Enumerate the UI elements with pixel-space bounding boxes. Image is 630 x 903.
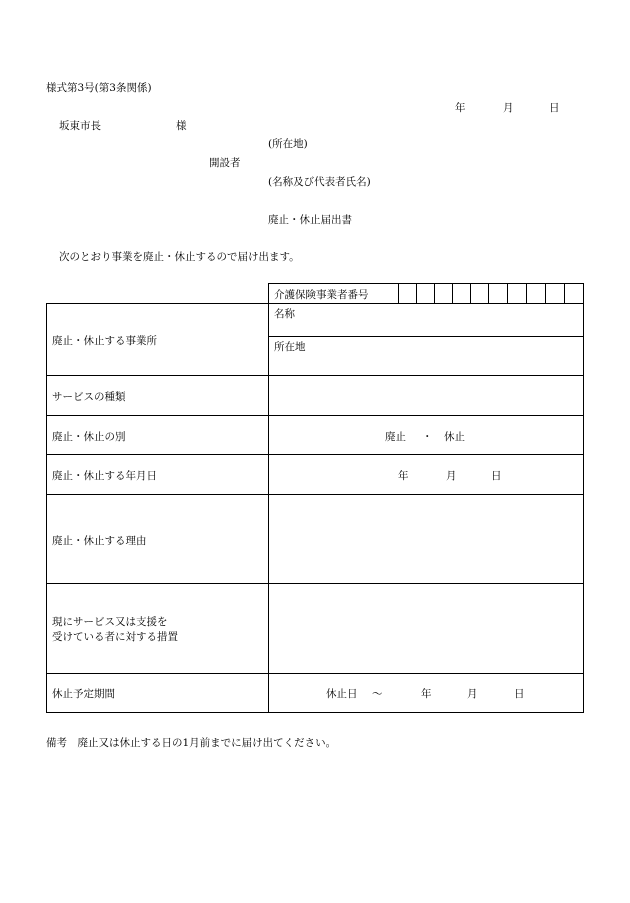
service-type-label: サービスの種類 xyxy=(52,391,126,403)
table-line xyxy=(583,283,584,713)
applicant-label: 開設者 xyxy=(209,157,241,169)
digit-box-divider xyxy=(416,283,417,303)
reason-label: 廃止・休止する理由 xyxy=(52,535,147,547)
measures-label-line2: 受けている者に対する措置 xyxy=(52,631,178,643)
date-label: 廃止・休止する年月日 xyxy=(52,470,157,482)
tilde: 〜 xyxy=(372,688,383,700)
addressee: 坂東市長 xyxy=(59,120,101,132)
digit-box-divider xyxy=(564,283,565,303)
header-date-month: 月 xyxy=(503,102,514,114)
date-day: 日 xyxy=(491,470,502,482)
measures-label-line1: 現にサービス又は支援を xyxy=(52,616,168,628)
table-line xyxy=(46,712,584,713)
suspension-date-label: 休止日 xyxy=(326,688,358,700)
distinction-label: 廃止・休止の別 xyxy=(52,431,126,443)
honorific: 様 xyxy=(176,120,187,132)
address-label: (所在地) xyxy=(268,138,308,150)
date-month: 月 xyxy=(446,470,457,482)
form-number: 様式第3号(第3条関係) xyxy=(46,82,152,94)
office-name-label: 名称 xyxy=(274,308,295,320)
table-line xyxy=(46,494,583,495)
table-line xyxy=(268,336,583,337)
table-line xyxy=(46,673,583,674)
distinction-dot: ・ xyxy=(422,431,433,443)
document-title: 廃止・休止届出書 xyxy=(268,214,352,226)
table-line xyxy=(46,454,583,455)
digit-box-divider xyxy=(452,283,453,303)
distinction-abolish: 廃止 xyxy=(385,431,406,443)
digit-box-divider xyxy=(507,283,508,303)
digit-box-divider xyxy=(434,283,435,303)
intro-text: 次のとおり事業を廃止・休止するので届け出ます。 xyxy=(59,251,300,263)
table-line xyxy=(46,583,583,584)
header-date-year: 年 xyxy=(455,102,466,114)
header-date-day: 日 xyxy=(549,102,560,114)
planned-period-label: 休止予定期間 xyxy=(52,688,115,700)
footer-note: 備考 廃止又は休止する日の1月前までに届け出てください。 xyxy=(46,737,337,749)
period-day: 日 xyxy=(514,688,525,700)
digit-box-divider xyxy=(470,283,471,303)
period-year: 年 xyxy=(421,688,432,700)
distinction-suspend: 休止 xyxy=(444,431,465,443)
office-location-label: 所在地 xyxy=(274,341,306,353)
table-line xyxy=(46,303,47,713)
digit-box-divider xyxy=(398,283,399,303)
table-line xyxy=(46,415,583,416)
digit-box-divider xyxy=(545,283,546,303)
digit-box-divider xyxy=(488,283,489,303)
table-line xyxy=(268,283,583,284)
table-line xyxy=(46,303,583,304)
table-line xyxy=(46,375,583,376)
name-label: (名称及び代表者氏名) xyxy=(268,176,371,188)
date-year: 年 xyxy=(398,470,409,482)
provider-number-label: 介護保険事業者番号 xyxy=(274,289,369,301)
table-line xyxy=(268,283,269,713)
period-month: 月 xyxy=(467,688,478,700)
office-label: 廃止・休止する事業所 xyxy=(52,335,157,347)
digit-box-divider xyxy=(526,283,527,303)
